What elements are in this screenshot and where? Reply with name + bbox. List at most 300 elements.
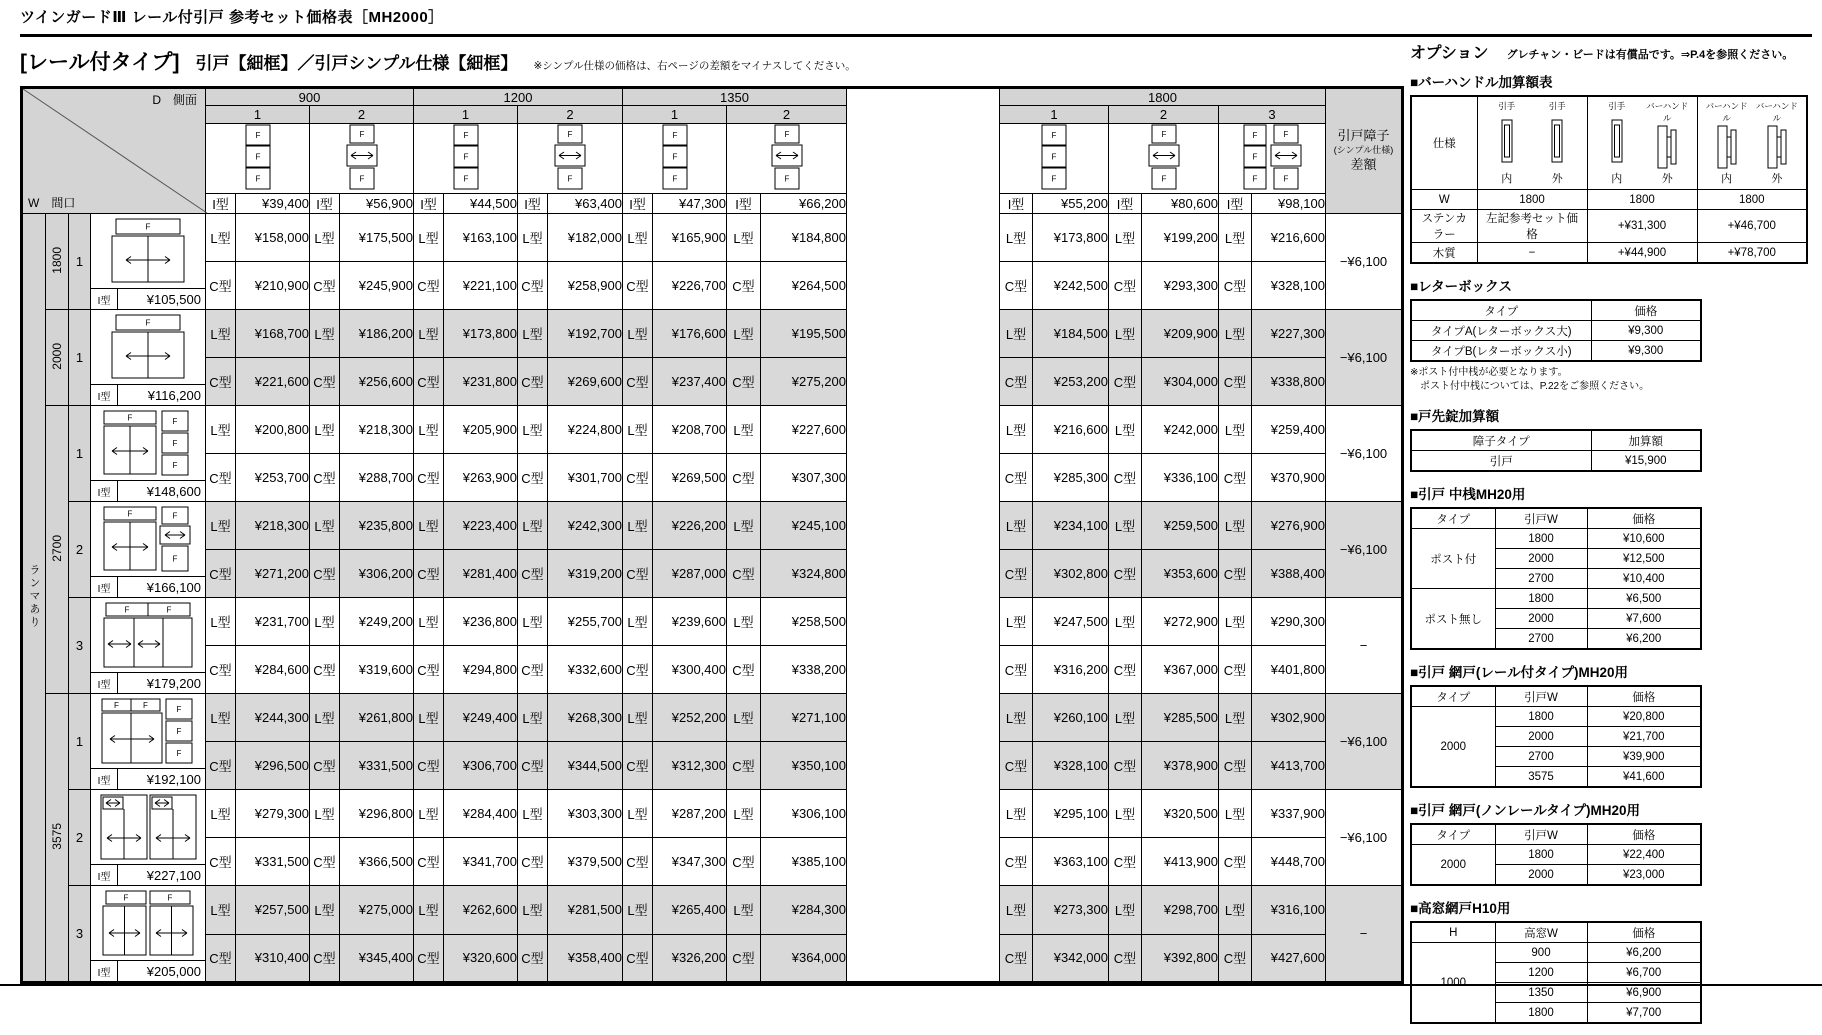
- door-config-icon-cell: [518, 124, 623, 194]
- type-label-l: L型: [310, 886, 340, 935]
- option-type: 引戸: [1411, 451, 1591, 472]
- type-label-l: L型: [518, 694, 548, 742]
- price-cell: ¥287,200: [653, 790, 727, 838]
- section-bar-handle: [1410, 71, 1815, 264]
- diff-cell: −: [1326, 886, 1403, 983]
- type-label-l: L型: [414, 694, 444, 742]
- type-label-c: C型: [206, 358, 236, 406]
- type-label-l: L型: [518, 406, 548, 454]
- option-width: 1350: [1495, 983, 1587, 1003]
- price-cell: ¥326,200: [653, 934, 727, 983]
- type-label-l: L型: [1109, 790, 1142, 838]
- price-cell: ¥295,100: [1033, 790, 1109, 838]
- corner-label-w: W 間口: [28, 196, 76, 210]
- option-header: 加算額: [1591, 430, 1701, 451]
- option-price: ¥21,700: [1587, 727, 1701, 747]
- bar-handle-icon: [1715, 125, 1739, 169]
- stack-3f-icon: [448, 124, 484, 190]
- price-cell: ¥338,200: [761, 646, 847, 694]
- price-cell: ¥285,300: [1033, 454, 1109, 502]
- type-label-c: C型: [1219, 934, 1252, 983]
- price-cell: ¥275,000: [340, 886, 414, 935]
- price-cell: ¥242,500: [1033, 262, 1109, 310]
- price-cell: ¥256,600: [340, 358, 414, 406]
- type-label-c: C型: [206, 934, 236, 983]
- price-cell: ¥319,600: [340, 646, 414, 694]
- price-cell: ¥367,000: [1142, 646, 1219, 694]
- svg-text:F: F: [463, 131, 468, 140]
- column-number: 3: [1219, 106, 1326, 124]
- type-label-l: L型: [206, 886, 236, 935]
- option-header: 価格: [1587, 922, 1701, 943]
- option-price: ¥10,400: [1587, 569, 1701, 589]
- diff-cell: −¥6,100: [1326, 790, 1403, 886]
- price-cell: ¥370,900: [1252, 454, 1326, 502]
- price-cell: ¥319,200: [548, 550, 623, 598]
- price-cell: ¥272,900: [1142, 598, 1219, 646]
- type-label-l: L型: [310, 790, 340, 838]
- column-number: 1: [1000, 106, 1109, 124]
- row-number: 1: [69, 694, 91, 790]
- price-cell: ¥208,700: [653, 406, 727, 454]
- width-group-header: 1800: [1000, 88, 1326, 106]
- type-label-c: C型: [623, 742, 653, 790]
- type-label-l: L型: [414, 886, 444, 935]
- type-label-c: C型: [1000, 838, 1033, 886]
- svg-text:F: F: [1051, 152, 1057, 162]
- option-width: 2000: [1495, 549, 1587, 569]
- letterbox-table: [1410, 299, 1702, 362]
- f-slider-f-icon: [769, 124, 805, 190]
- quad-slider-icon: [98, 793, 198, 861]
- price-cell: ¥269,600: [548, 358, 623, 406]
- f-slider-f-icon: [344, 124, 380, 190]
- type-label-c: C型: [727, 838, 761, 886]
- slider-sidelite-slider-diagram: [91, 502, 205, 576]
- price-cell: ¥290,300: [1252, 598, 1326, 646]
- svg-text:F: F: [784, 130, 789, 139]
- price-cell: ¥306,200: [340, 550, 414, 598]
- type-label-i: I型: [414, 194, 444, 214]
- itype-label: I型: [91, 385, 118, 405]
- price-cell: ¥347,300: [653, 838, 727, 886]
- price-cell: ¥227,300: [1252, 310, 1326, 358]
- type-label-l: L型: [1109, 502, 1142, 550]
- price-cell: ¥364,000: [761, 934, 847, 983]
- options-panel: [1410, 40, 1815, 1035]
- type-label-c: C型: [206, 262, 236, 310]
- type-label-l: L型: [623, 214, 653, 262]
- width-group-header: 1350: [623, 88, 847, 106]
- itype-price-cell: ¥63,400: [548, 194, 623, 214]
- price-cell: ¥306,100: [761, 790, 847, 838]
- column-number: 2: [1109, 106, 1219, 124]
- type-label-c: C型: [1219, 262, 1252, 310]
- price-cell: ¥259,500: [1142, 502, 1219, 550]
- price-cell: ¥285,500: [1142, 694, 1219, 742]
- section-nakazan: [1410, 483, 1815, 650]
- option-width: 2700: [1495, 629, 1587, 650]
- type-label-c: C型: [414, 838, 444, 886]
- svg-text:F: F: [359, 130, 364, 139]
- column-number: 2: [310, 106, 414, 124]
- price-cell: ¥331,500: [236, 838, 310, 886]
- option-header: タイプ: [1411, 824, 1495, 845]
- price-cell: ¥331,500: [340, 742, 414, 790]
- svg-text:F: F: [172, 439, 178, 448]
- type-label-c: C型: [518, 454, 548, 502]
- option-header: タイプ: [1411, 508, 1495, 529]
- option-price: ¥15,900: [1591, 451, 1701, 472]
- door-diagram-cell: [91, 694, 206, 790]
- price-cell: ¥199,200: [1142, 214, 1219, 262]
- type-label-i: I型: [727, 194, 761, 214]
- price-cell: ¥284,300: [761, 886, 847, 935]
- type-label-l: L型: [1109, 310, 1142, 358]
- itype-label: I型: [91, 865, 118, 885]
- itype-label: I型: [91, 289, 118, 309]
- price-cell: ¥279,300: [236, 790, 310, 838]
- type-label-l: L型: [206, 310, 236, 358]
- type-label-l: L型: [310, 310, 340, 358]
- door-lock-title: ■戸先錠加算額: [1410, 409, 1500, 424]
- row-number: 2: [69, 502, 91, 598]
- price-cell: ¥231,800: [444, 358, 518, 406]
- svg-text:F: F: [172, 511, 178, 521]
- svg-text:F: F: [172, 417, 178, 426]
- type-label-c: C型: [414, 934, 444, 983]
- price-cell: ¥262,600: [444, 886, 518, 935]
- row-number: 3: [69, 598, 91, 694]
- svg-text:F: F: [672, 174, 677, 184]
- itype-price-cell: ¥80,600: [1142, 194, 1219, 214]
- type-label-l: L型: [518, 598, 548, 646]
- price-cell: ¥332,600: [548, 646, 623, 694]
- subtitle-main: 引戸【細框】／引戸シンプル仕様【細框】: [195, 54, 518, 73]
- price-cell: ¥302,800: [1033, 550, 1109, 598]
- type-label-c: C型: [1109, 262, 1142, 310]
- price-cell: ¥205,900: [444, 406, 518, 454]
- price-cell: ¥173,800: [444, 310, 518, 358]
- svg-text:F: F: [166, 605, 172, 615]
- type-label-l: L型: [518, 502, 548, 550]
- svg-text:F: F: [123, 893, 129, 903]
- door-diagram-cell: [91, 310, 206, 406]
- type-label-l: L型: [310, 598, 340, 646]
- price-cell: ¥200,800: [236, 406, 310, 454]
- option-group-label: 1000: [1411, 943, 1495, 1024]
- type-label-l: L型: [623, 694, 653, 742]
- type-label-l: L型: [414, 406, 444, 454]
- option-price: ¥20,800: [1587, 707, 1701, 727]
- price-table: [20, 86, 1404, 984]
- type-label-c: C型: [518, 646, 548, 694]
- type-label-i: I型: [518, 194, 548, 214]
- price-cell: ¥210,900: [236, 262, 310, 310]
- type-label-l: L型: [727, 790, 761, 838]
- type-label-c: C型: [310, 742, 340, 790]
- price-cell: ¥239,600: [653, 598, 727, 646]
- type-label-c: C型: [623, 550, 653, 598]
- bar-handle-group: 引手 内 引手 外: [1477, 96, 1587, 190]
- type-label-l: L型: [623, 790, 653, 838]
- price-cell: ¥242,300: [548, 502, 623, 550]
- bar-handle-value: +¥46,700: [1697, 210, 1807, 243]
- price-cell: ¥328,100: [1033, 742, 1109, 790]
- price-cell: ¥231,700: [236, 598, 310, 646]
- price-cell: ¥316,200: [1033, 646, 1109, 694]
- price-cell: ¥284,400: [444, 790, 518, 838]
- price-cell: ¥275,200: [761, 358, 847, 406]
- slider-sidelite-3f-icon: [98, 409, 198, 477]
- bar-handle-row-label: 木質: [1411, 243, 1477, 264]
- bar-handle-row-label: W: [1411, 190, 1477, 210]
- itype-price-cell: ¥44,500: [444, 194, 518, 214]
- options-header: [1410, 40, 1815, 63]
- price-cell: ¥310,400: [236, 934, 310, 983]
- itype-price: ¥227,100: [146, 867, 201, 883]
- width-group-header: 900: [206, 88, 414, 106]
- option-width: 1800: [1495, 1003, 1587, 1024]
- column-number: 1: [623, 106, 727, 124]
- type-label-c: C型: [1000, 454, 1033, 502]
- type-label-c: C型: [310, 646, 340, 694]
- option-width: 2000: [1495, 727, 1587, 747]
- type-label-l: L型: [623, 406, 653, 454]
- type-label-l: L型: [623, 310, 653, 358]
- type-label-l: L型: [414, 310, 444, 358]
- itype-price-cell: ¥55,200: [1033, 194, 1109, 214]
- price-cell: ¥221,600: [236, 358, 310, 406]
- svg-text:F: F: [1161, 174, 1166, 184]
- option-group-label: ポスト付: [1411, 529, 1495, 589]
- price-cell: ¥158,000: [236, 214, 310, 262]
- double-slider-icon: [98, 889, 198, 957]
- price-cell: ¥298,700: [1142, 886, 1219, 935]
- type-label-l: L型: [623, 886, 653, 935]
- nakazan-title: ■引戸 中桟MH20用: [1410, 487, 1526, 502]
- svg-text:F: F: [672, 131, 677, 140]
- option-price: ¥22,400: [1587, 845, 1701, 865]
- itype-price-cell: ¥66,200: [761, 194, 847, 214]
- type-label-l: L型: [727, 406, 761, 454]
- price-cell: ¥268,300: [548, 694, 623, 742]
- option-header: 価格: [1587, 686, 1701, 707]
- type-label-c: C型: [623, 838, 653, 886]
- type-label-i: I型: [310, 194, 340, 214]
- type-label-l: L型: [727, 310, 761, 358]
- type-label-c: C型: [1000, 646, 1033, 694]
- corner-label-d: D 側面: [152, 93, 197, 107]
- type-label-c: C型: [310, 934, 340, 983]
- option-width: 2000: [1495, 609, 1587, 629]
- option-header: 引戸W: [1495, 824, 1587, 845]
- column-number: 1: [206, 106, 310, 124]
- type-label-c: C型: [727, 934, 761, 983]
- price-cell: ¥259,400: [1252, 406, 1326, 454]
- price-cell: ¥273,300: [1033, 886, 1109, 935]
- price-cell: ¥358,400: [548, 934, 623, 983]
- type-label-l: L型: [518, 886, 548, 935]
- price-cell: ¥235,800: [340, 502, 414, 550]
- option-width: 2700: [1495, 747, 1587, 767]
- type-label-l: L型: [310, 502, 340, 550]
- type-label-i: I型: [1000, 194, 1033, 214]
- option-width: 1200: [1495, 963, 1587, 983]
- svg-text:F: F: [172, 461, 178, 470]
- option-price: ¥10,600: [1587, 529, 1701, 549]
- type-label-c: C型: [518, 262, 548, 310]
- option-group-label: 2000: [1411, 707, 1495, 788]
- type-label-c: C型: [1219, 838, 1252, 886]
- price-cell: ¥252,200: [653, 694, 727, 742]
- svg-text:F: F: [124, 605, 130, 615]
- svg-text:F: F: [172, 554, 178, 564]
- type-label-c: C型: [727, 550, 761, 598]
- option-header: 価格: [1591, 300, 1701, 321]
- option-price: ¥12,500: [1587, 549, 1701, 569]
- f-slider-f-icon: [552, 124, 588, 190]
- price-cell: ¥265,400: [653, 886, 727, 935]
- type-label-l: L型: [310, 694, 340, 742]
- type-label-l: L型: [727, 502, 761, 550]
- type-label-c: C型: [414, 646, 444, 694]
- door-diagram-cell: [91, 214, 206, 310]
- price-cell: ¥168,700: [236, 310, 310, 358]
- itype-price: ¥116,200: [147, 387, 201, 403]
- type-label-c: C型: [623, 454, 653, 502]
- option-header: 価格: [1587, 824, 1701, 845]
- svg-text:F: F: [1051, 174, 1057, 184]
- type-label-l: L型: [1109, 598, 1142, 646]
- type-label-l: L型: [310, 406, 340, 454]
- type-label-l: L型: [206, 214, 236, 262]
- width-group-header: 1200: [414, 88, 623, 106]
- bar-handle-table: [1410, 95, 1808, 264]
- door-diagram-cell: [91, 790, 206, 886]
- price-cell: ¥260,100: [1033, 694, 1109, 742]
- option-type: タイプB(レターボックス小): [1411, 341, 1591, 362]
- price-cell: ¥237,400: [653, 358, 727, 406]
- itype-price: ¥105,500: [146, 291, 201, 307]
- svg-text:F: F: [672, 152, 677, 162]
- option-width: 2000: [1495, 865, 1587, 886]
- option-price: ¥6,700: [1587, 963, 1701, 983]
- option-price: ¥7,600: [1587, 609, 1701, 629]
- price-cell: ¥306,700: [444, 742, 518, 790]
- option-price: ¥41,600: [1587, 767, 1701, 788]
- type-label-l: L型: [206, 502, 236, 550]
- type-label-c: C型: [727, 454, 761, 502]
- door-config-icon-cell: [727, 124, 847, 194]
- itype-price: ¥205,000: [146, 963, 201, 979]
- type-label-c: C型: [414, 454, 444, 502]
- transom-slider-2p-diagram: [91, 214, 205, 288]
- price-cell: ¥223,400: [444, 502, 518, 550]
- price-cell: ¥350,100: [761, 742, 847, 790]
- type-label-i: I型: [206, 194, 236, 214]
- type-label-i: I型: [1109, 194, 1142, 214]
- triple-slider-diagram: [91, 598, 205, 672]
- type-label-l: L型: [414, 598, 444, 646]
- option-header: 価格: [1587, 508, 1701, 529]
- wide-slider-sidelite-3f-diagram: [91, 694, 205, 768]
- price-cell: ¥296,500: [236, 742, 310, 790]
- itype-label: I型: [91, 673, 118, 693]
- page-bottom-rule: [0, 984, 1822, 986]
- price-cell: ¥184,500: [1033, 310, 1109, 358]
- type-label-c: C型: [623, 262, 653, 310]
- price-cell: ¥163,100: [444, 214, 518, 262]
- price-cell: ¥249,400: [444, 694, 518, 742]
- type-label-l: L型: [1219, 406, 1252, 454]
- option-width: 3575: [1495, 767, 1587, 788]
- svg-text:F: F: [567, 130, 573, 139]
- door-config-icon-cell: [310, 124, 414, 194]
- section-letterbox: [1410, 275, 1815, 394]
- itype-label: I型: [91, 769, 118, 789]
- option-width: 900: [1495, 943, 1587, 963]
- ranma-label: ランマあり: [22, 214, 46, 983]
- svg-text:F: F: [143, 701, 148, 710]
- option-header: タイプ: [1411, 300, 1591, 321]
- door-config-icon-cell: [1000, 124, 1109, 194]
- option-width: 1800: [1495, 589, 1587, 609]
- column-number: 2: [518, 106, 623, 124]
- subtitle-type: [レール付タイプ]: [20, 51, 180, 74]
- price-cell: ¥300,400: [653, 646, 727, 694]
- option-price: ¥9,300: [1591, 341, 1701, 362]
- stack-3f-icon: [240, 124, 276, 190]
- door-config-icon-cell: [206, 124, 310, 194]
- pull-handle-icon: [1498, 119, 1516, 163]
- amido-nonrail-table: [1410, 823, 1702, 886]
- amido-rail-table: [1410, 685, 1702, 788]
- price-cell: ¥258,900: [548, 262, 623, 310]
- bar-handle-value: +¥44,900: [1587, 243, 1697, 264]
- price-cell: ¥320,600: [444, 934, 518, 983]
- price-cell: ¥253,700: [236, 454, 310, 502]
- option-price: ¥7,700: [1587, 1003, 1701, 1024]
- bar-handle-group: 引手 内 バーハンドル 外: [1587, 96, 1697, 190]
- type-label-c: C型: [1219, 454, 1252, 502]
- column-number: 2: [727, 106, 847, 124]
- price-cell: ¥316,100: [1252, 886, 1326, 935]
- type-label-l: L型: [727, 214, 761, 262]
- type-label-c: C型: [1000, 742, 1033, 790]
- price-cell: ¥379,500: [548, 838, 623, 886]
- price-cell: ¥226,200: [653, 502, 727, 550]
- price-cell: ¥413,700: [1252, 742, 1326, 790]
- price-cell: ¥224,800: [548, 406, 623, 454]
- type-label-c: C型: [310, 262, 340, 310]
- transom-slider-2p-icon: [98, 313, 198, 381]
- svg-text:F: F: [114, 701, 119, 710]
- price-cell: ¥427,600: [1252, 934, 1326, 983]
- diff-cell: −¥6,100: [1326, 502, 1403, 598]
- price-cell: ¥242,000: [1142, 406, 1219, 454]
- type-label-c: C型: [206, 838, 236, 886]
- price-cell: ¥184,800: [761, 214, 847, 262]
- type-label-c: C型: [623, 646, 653, 694]
- section-amido-nonrail: [1410, 799, 1815, 886]
- itype-label: I型: [91, 961, 118, 981]
- slider-sidelite-3f-diagram: [91, 406, 205, 480]
- type-label-c: C型: [623, 358, 653, 406]
- itype-price-cell: ¥98,100: [1252, 194, 1326, 214]
- option-width: 1800: [1495, 529, 1587, 549]
- stack-3f-icon: [1036, 124, 1072, 190]
